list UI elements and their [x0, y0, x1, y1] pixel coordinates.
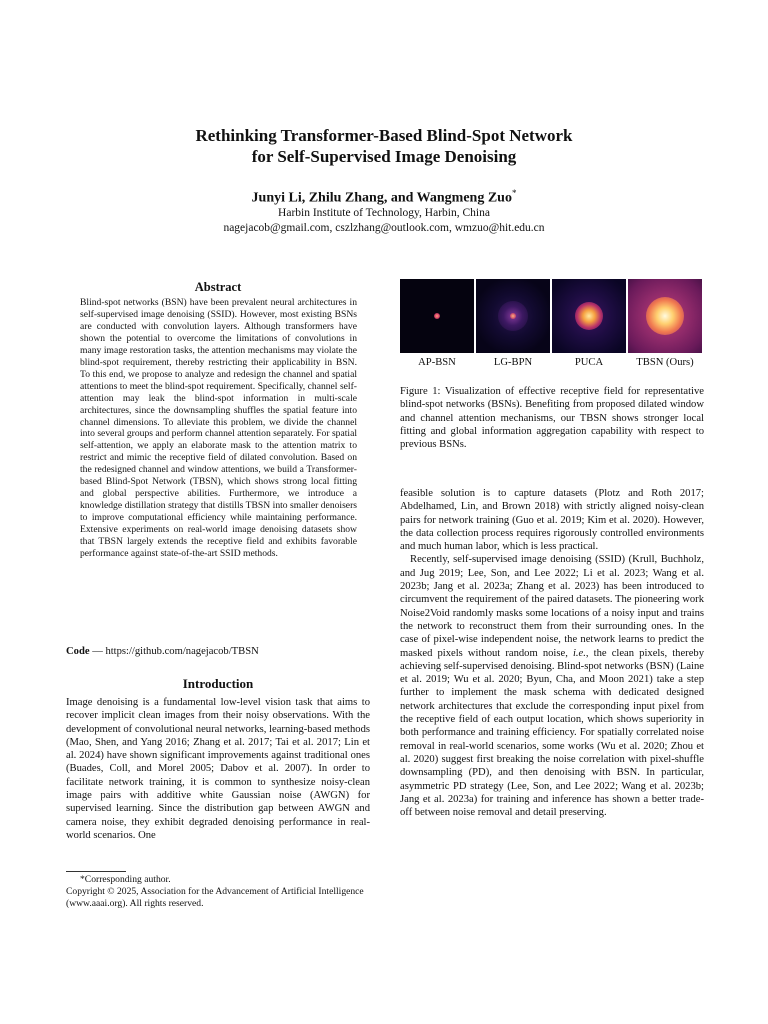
introduction-text: Image denoising is a fundamental low-level vision task that aims to recover implicit clean images from their noisy observations. With the development of convolutional neural networks, learning-based methods (Mao, Shen, and Yang 2016; Zhang et al. 2017; Tai et al. 2017; Lin et al. 2024) have shown significant improvements against traditional ones (Buades, Coll, and Morel 2005; Dabov et al. 2007). In order to facilitate network training, it is common to synthesize noisy-clean image pairs with additive white Gaussian noise (AWGN) for supervised learning. Since the distribution gap between AWGN and camera noise, they exhibit degraded denoising performance in real-world scenarios. One: [66, 697, 370, 841]
ssid-text-part-2: , the clean pixels, thereby achieving self-supervised denoising. Blind-spot networks (BSN) (Laine et al. 2019; Wu et al. 2020; Byun, Cha, and Moon 2021) take a step further to implement the mask schema with dedicated designed network architectures that exclude the corresponding input pixel from the receptive field of each output location, which shows superiority in both performance and training efficiency. For spatially correlated noise removal in real-world scenarios, some works (Wu et al. 2020; Zhou et al. 2020) suggest first breaking the noise correlation with pixel-shuffle downsampling (PD), and then denoising with BSN. In particular, asymmetric PD strategy (Lee, Son, and Lee 2022; Wang et al. 2023b; Jang et al. 2023a) for training and inference has shown a better trade-off between noise removal and detail preserving.: [400, 647, 704, 819]
paragraph-feasible-solution: feasible solution is to capture datasets (Plotz and Roth 2017; Abdelhamed, Lin, and Brown 2018) with strictly aligned noisy-clean pairs for network training (Guo et al. 2019; Kim et al. 2020). However, the data collection process requires rigorously controlled environments and much human labor, which is less practical.: [400, 488, 704, 553]
ssid-text-part-1: Recently, self-supervised image denoising (SSID) (Krull, Buchholz, and Jug 2019; Lee, Son, and Lee 2022; Li et al. 2023; Wang et al. 2023b; Jang et al. 2023a; Zhang et al. 2023) has been introduced to circumvent the requirement of the paired datasets. The pioneering work Noise2Void randomly masks some locations of a noisy input and trains the network to reconstruct them from their surrounding ones. In the case of pixel-wise independent noise, the network learns to predict the masked pixels without random noise,: [400, 554, 704, 659]
figure-1: [400, 279, 704, 343]
title-line-1: Rethinking Transformer-Based Blind-Spot Network: [195, 126, 573, 145]
author-names: Junyi Li, Zhilu Zhang, and Wangmeng Zuo: [251, 190, 512, 206]
footnote-copyright: Copyright © 2025, Association for the Advancement of Artificial Intelligence (www.aaai.org). All rights reserved.: [66, 886, 364, 909]
abstract-heading: Abstract: [194, 280, 242, 294]
code-link[interactable]: [66, 646, 370, 657]
ie-abbrev: i.e.: [572, 647, 586, 659]
author-emails: nagejacob@gmail.com, cszlzhang@outlook.com, wmzuo@hit.edu.cn: [223, 222, 545, 234]
paragraph-ssid: [400, 553, 704, 819]
right-column-text: [400, 487, 704, 819]
footnote: [66, 874, 370, 910]
corresponding-mark: *: [511, 188, 517, 198]
figure-1-caption: Figure 1: Visualization of effective receptive field for representative blind-spot networks (BSNs). Benefiting from proposed dilated window and channel attention mechanisms, our TBSN shows stronger local fitting and global information aggregation capability with respect to previous BSNs.: [400, 386, 704, 451]
erf-image-lg-bpn: [476, 279, 550, 353]
author-list: [0, 184, 768, 208]
footnote-corresponding: *Corresponding author.: [80, 874, 171, 885]
title-line-2: for Self-Supervised Image Denoising: [251, 147, 517, 166]
label-ap-bsn: AP-BSN: [418, 357, 456, 368]
footnote-divider: [66, 871, 126, 872]
label-lg-bpn: LG-BPN: [493, 357, 533, 368]
affiliation-block: [0, 206, 768, 236]
abstract-text: Blind-spot networks (BSN) have been prevalent neural architectures in self-supervised image denoising (SSID). However, most existing BSNs are conducted with convolution layers. Although transformers have shown the potential to overcome the limitations of convolutions in many image restoration tasks, the attention mechanisms may violate the blind-spot requirement, thereby restricting their applicability in BSN. To this end, we propose to analyze and redesign the channel and spatial attentions to meet the blind-spot requirement. Specifically, channel self-attention may leak the blind-spot information in multi-scale architectures, since the downsampling shuffles the spatial feature into channel dimensions. To alleviate this problem, we divide the channel into several groups and perform channel attention separately. For spatial self-attention, we apply an elaborate mask to the attention matrix to restrict and mimic the receptive field of dilated convolution. Based on the redesigned channel and window attentions, we build a Transformer-based Blind-Spot Network (TBSN), which shows strong local fitting and global perspective abilities. Furthermore, we introduce a knowledge distillation strategy that distills TBSN into smaller denoisers to improve computational efficiency while maintaining performance. Extensive experiments on real-world image denoising datasets show that TBSN largely extends the receptive field and exhibits favorable performance against state-of-the-art SSID methods.: [80, 297, 357, 560]
label-puca: PUCA: [574, 357, 604, 368]
erf-image-ap-bsn: [400, 279, 474, 353]
label-tbsn: TBSN (Ours): [636, 357, 694, 368]
code-url[interactable]: — https://github.com/nagejacob/TBSN: [89, 646, 259, 657]
affiliation: Harbin Institute of Technology, Harbin, China: [278, 207, 490, 219]
erf-image-puca: [552, 279, 626, 353]
paper-title: [0, 125, 768, 167]
figure-1-labels: [400, 357, 704, 371]
code-label: Code: [66, 646, 90, 657]
erf-image-tbsn: [628, 279, 702, 353]
introduction-heading: Introduction: [182, 676, 254, 691]
